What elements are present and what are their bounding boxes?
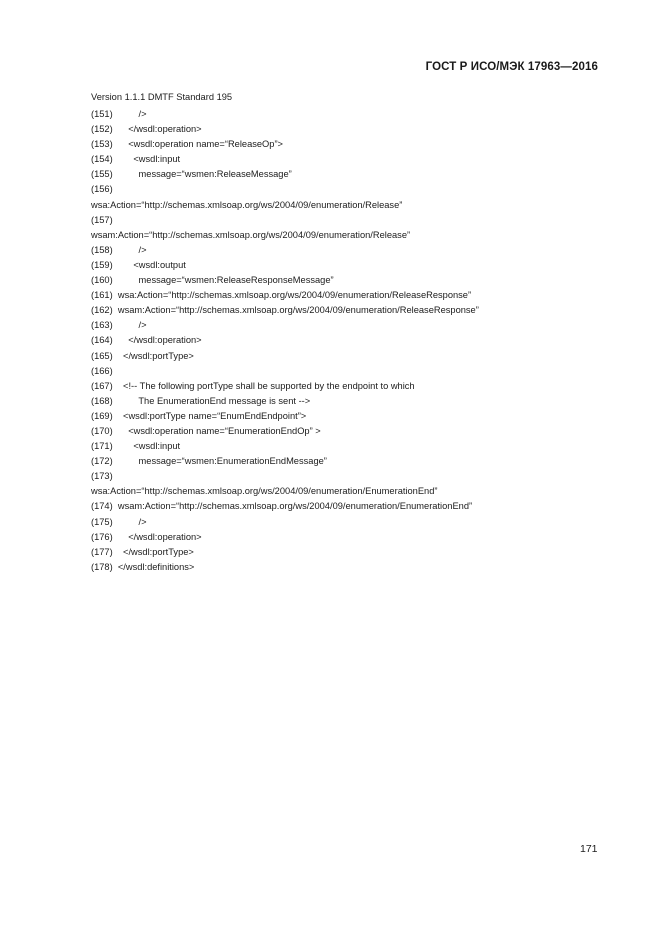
code-line: wsa:Action=“http://schemas.xmlsoap.org/ws/2004/09/enumeration/Release” <box>91 199 403 210</box>
code-line: (157) <box>91 214 113 225</box>
code-line: (170) <wsdl:operation name=“EnumerationEndOp” > <box>91 425 321 436</box>
code-line: (161) wsa:Action=“http://schemas.xmlsoap.org/ws/2004/09/enumeration/ReleaseResponse” <box>91 290 472 301</box>
code-line: (156) <box>91 184 113 195</box>
code-line: (178) </wsdl:definitions> <box>91 561 195 572</box>
code-line: (151) /> <box>91 109 147 119</box>
code-line: (152) </wsdl:operation> <box>91 124 202 135</box>
code-line: (158) /> <box>91 244 147 255</box>
code-line: (154) <wsdl:input <box>91 154 181 165</box>
code-line: (167) <!-- The following portType shall be supported by the endpoint to which <box>91 380 415 391</box>
code-line: (166) <box>91 365 113 376</box>
code-line: (172) message=“wsmen:EnumerationEndMessage” <box>91 456 327 467</box>
code-line: (175) /> <box>91 516 147 527</box>
code-line: (168) The EnumerationEnd message is sent --> <box>91 395 311 406</box>
code-line: (165) </wsdl:portType> <box>91 350 194 361</box>
code-line: (160) message=“wsmen:ReleaseResponseMessage” <box>91 275 334 286</box>
code-line: (174) wsam:Action=“http://schemas.xmlsoap.org/ws/2004/09/enumeration/EnumerationEnd” <box>91 501 473 512</box>
code-line: (169) <wsdl:portType name=“EnumEndEndpoint”> <box>91 410 307 421</box>
code-line: (163) /> <box>91 320 147 331</box>
code-line: (162) wsam:Action=“http://schemas.xmlsoap.org/ws/2004/09/enumeration/ReleaseResponse” <box>91 305 479 316</box>
code-line: (153) <wsdl:operation name=“ReleaseOp”> <box>91 139 283 150</box>
code-line: (159) <wsdl:output <box>91 259 186 270</box>
version-line: Version 1.1.1 DMTF Standard 195 <box>91 92 233 102</box>
wsdl-code-listing <box>91 107 479 575</box>
code-line: (173) <box>91 471 113 482</box>
code-line: (176) </wsdl:operation> <box>91 531 202 542</box>
code-line: (177) </wsdl:portType> <box>91 546 194 557</box>
code-line: (155) message=“wsmen:ReleaseMessage” <box>91 169 292 180</box>
code-line: wsa:Action=“http://schemas.xmlsoap.org/ws/2004/09/enumeration/EnumerationEnd” <box>91 486 438 497</box>
standard-header: ГОСТ Р ИСО/МЭК 17963—2016 <box>425 61 598 73</box>
page-number: 171 <box>580 843 598 855</box>
code-line: (164) </wsdl:operation> <box>91 335 202 346</box>
code-line: (171) <wsdl:input <box>91 441 181 452</box>
code-line: wsam:Action=“http://schemas.xmlsoap.org/ws/2004/09/enumeration/Release” <box>91 229 411 240</box>
